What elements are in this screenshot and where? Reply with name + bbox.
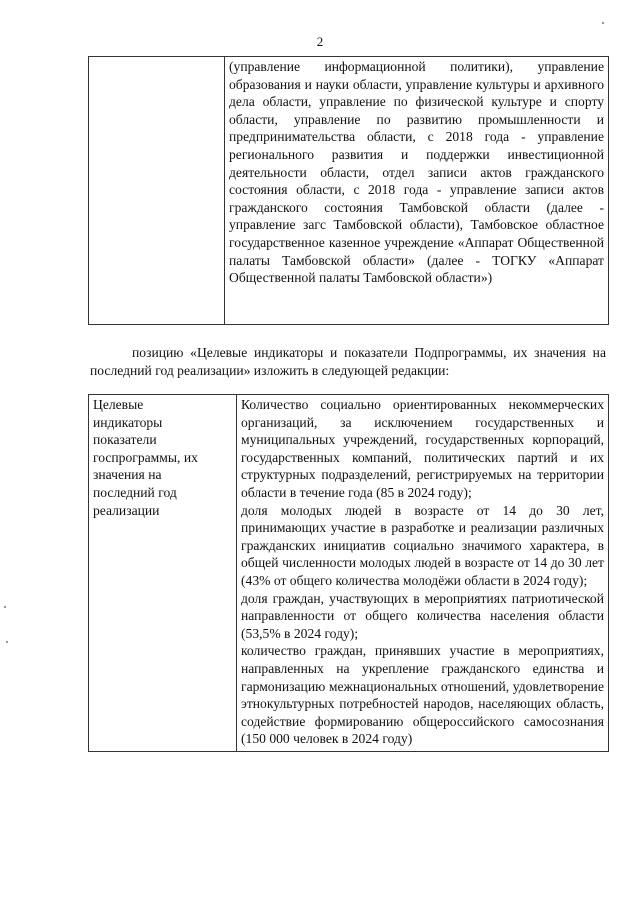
target-indicators-table [88,394,609,752]
table1-right-cell: (управление информационной политики), управление образования и науки области, управление культуры и архивного дела области, управление по физической культуре и спорту области, управление по развитию промышленности и предпринимательства области, с 2018 года - управление регионального развития и поддержки инвестиционной деятельности области, отдел записи актов гражданского состояния области, с 2018 года - управление записи актов гражданского состояния Тамбовской области (далее - управление загс Тамбовской области), Тамбовское областное государственное казенное учреждение «Аппарат Общественной палаты Тамбовской области» (далее - ТОГКУ «Аппарат Общественной палаты Тамбовской области») [225,57,609,325]
indicator-paragraph-2: доля молодых людей в возрасте от 14 до 30 лет, принимающих участие в разработке и реализации различных гражданских инициатив социально значимого характера, в общей численности молодых людей в возрасте от 14 до 30 лет (43% от общего количества молодёжи области в 2024 году); [241,502,604,588]
responsible-executors-table [88,56,609,325]
indicator-paragraph-3: доля граждан, участвующих в мероприятиях патриотической направленности от общего количества населения области (53,5% в 2024 году); [241,590,604,641]
table-row [89,395,609,752]
indicators-value-cell [237,395,609,752]
table-row [89,57,609,325]
scan-speck [4,606,6,608]
indicator-paragraph-4: количество граждан, принявших участие в мероприятиях, направленных на укрепление гражданского единства и гармонизацию межнациональных отношений, удовлетворение этнокультурных потребностей народов, населяющих область, содействие формированию общероссийского самосознания (150 000 человек в 2024 году) [241,643,604,747]
scan-speck [602,22,604,24]
table1-left-cell [89,57,225,325]
page-number: 2 [316,34,324,49]
indicator-paragraph-1: Количество социально ориентированных некоммерческих организаций, за исключением государственных и муниципальных учреждений, государственных корпораций, государственных компаний, политических партий и их структурных подразделений, регистрируемых на территории области в течение года (85 в 2024 году); [241,397,604,500]
scan-speck [6,641,8,643]
intro-paragraph: позицию «Целевые индикаторы и показатели Подпрограммы, их значения на последний год реализации» изложить в следующей редакции: [90,345,606,378]
indicators-label-cell: Целевые индикаторы показатели госпрограммы, их значения на последний год реализации [89,395,237,752]
